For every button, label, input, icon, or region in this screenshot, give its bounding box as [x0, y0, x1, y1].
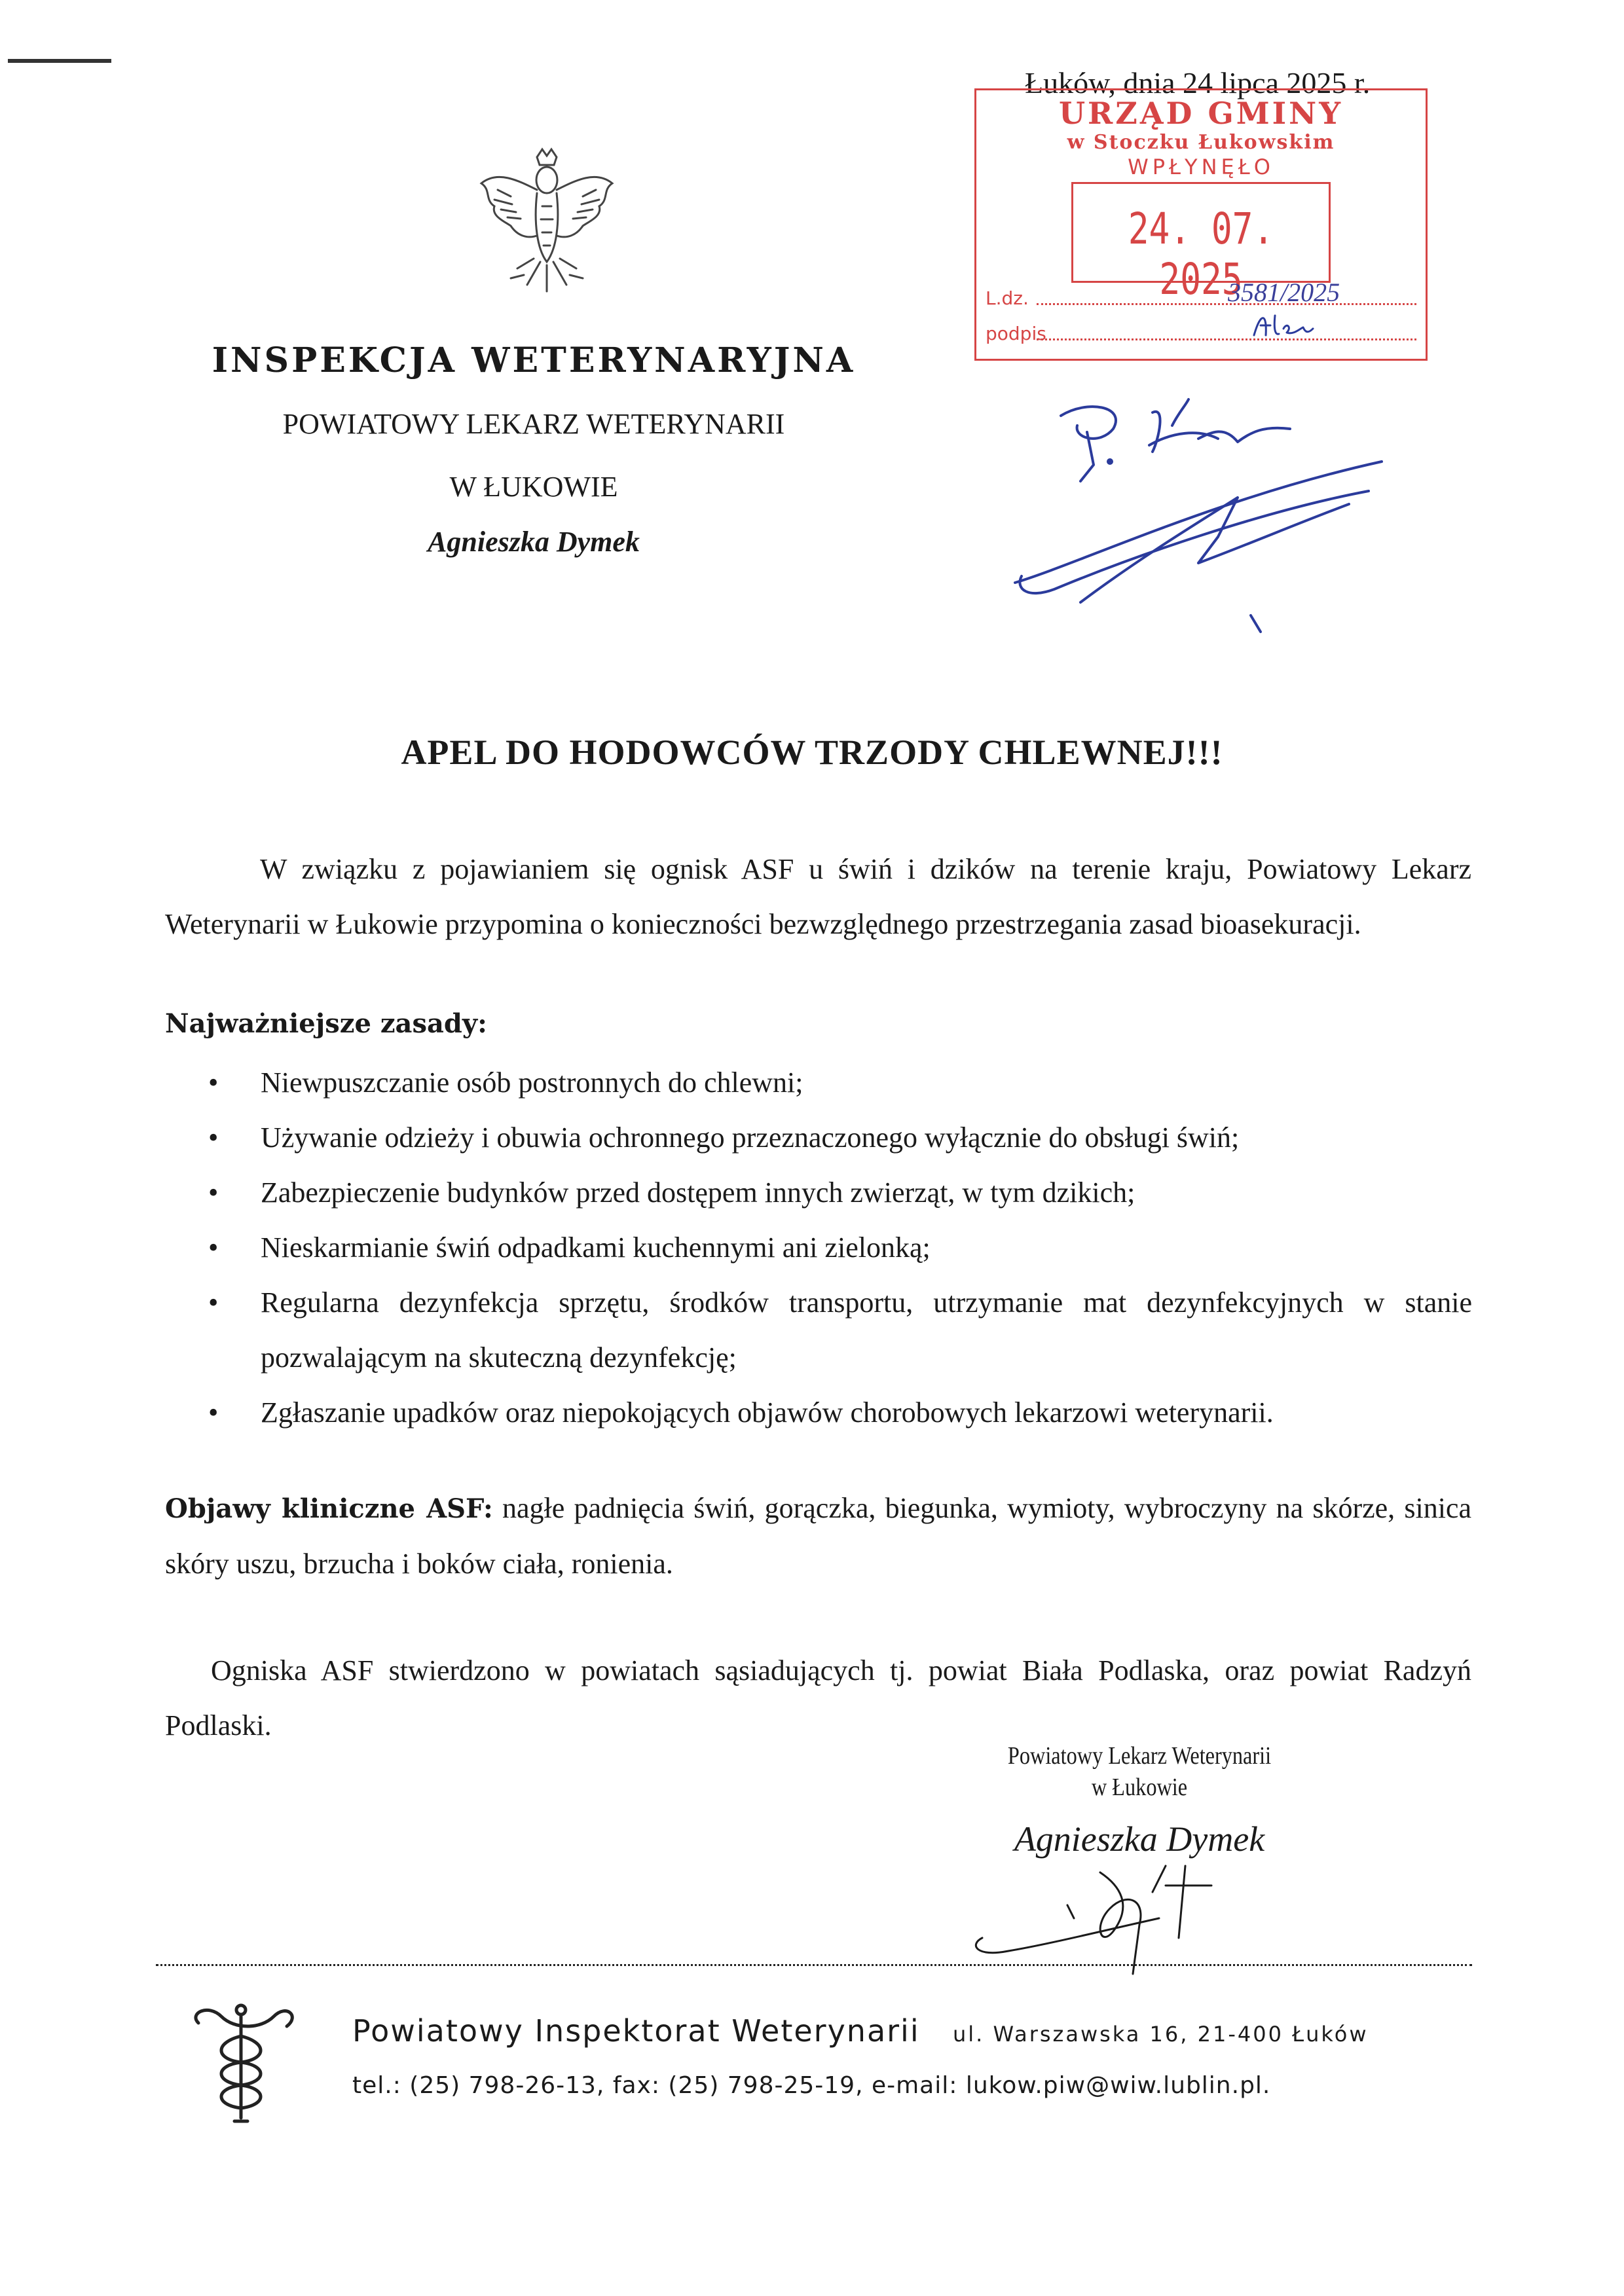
place-date: Łuków, dnia 24 lipca 2025 r. — [1025, 66, 1371, 100]
handwritten-annotation-signature — [1002, 367, 1395, 642]
stamp-ldz-value: 3581/2025 — [1228, 278, 1340, 307]
rule-item: • Nieskarmianie świń odpadkami kuchennymi ani zielonką; — [208, 1220, 1472, 1275]
stamp-initials-signature — [1247, 309, 1320, 342]
handwritten-signature — [969, 1846, 1244, 1977]
signature-stamp — [917, 1741, 1362, 1859]
rule-item: • Zgłaszanie upadków oraz niepokojących objawów chorobowych lekarzowi weterynarii. — [208, 1385, 1472, 1440]
footer-institution: Powiatowy Inspektorat Weterynarii — [352, 2013, 920, 2049]
symptoms-label: Objawy kliniczne ASF: — [165, 1493, 493, 1524]
stamp-date: 24. 07. 2025 — [1128, 204, 1274, 304]
signature-stamp-city: w Łukowie — [1091, 1774, 1188, 1801]
institution-name: INSPEKCJA WETERYNARYJNA — [212, 340, 856, 380]
stamp-received: WPŁYNĘŁO — [1128, 155, 1274, 179]
footer-address: ul. Warszawska 16, 21-400 Łuków — [953, 2022, 1369, 2047]
symptoms-text: nagłe padnięcia świń, gorączka, biegunka, wymioty, wybroczyny na skórze, sinica skóry uszu, brzucha i boków ciała, ronienia. — [165, 1492, 1471, 1580]
outbreaks-paragraph: Ogniska ASF stwierdzono w powiatach sąsiadujących tj. powiat Biała Podlaska, oraz powiat Radzyń Podlaski. — [165, 1654, 1471, 1741]
footer-divider — [156, 1964, 1472, 1966]
stamp-podpis-label: podpis — [986, 323, 1046, 344]
rule-item: • Zabezpieczenie budynków przed dostępem innych zwierząt, w tym dzikich; — [208, 1165, 1472, 1220]
rule-item: • Używanie odzieży i obuwia ochronnego przeznaczonego wyłącznie do obsługi świń; — [208, 1110, 1472, 1165]
rules-list — [208, 1055, 1472, 1440]
received-stamp — [974, 88, 1428, 361]
stamp-podpis-dots — [1037, 338, 1416, 340]
footer-contact: tel.: (25) 798-26-13, fax: (25) 798-25-19, e-mail: lukow.piw@wiw.lublin.pl. — [352, 2072, 1271, 2099]
stamp-title: URZĄD GMINY — [1058, 96, 1344, 131]
stamp-ldz-dots — [1037, 303, 1416, 305]
signature-stamp-name: Agnieszka Dymek — [1014, 1819, 1265, 1859]
symptoms-paragraph — [165, 1481, 1471, 1592]
stamp-ldz-label: L.dz. — [986, 287, 1029, 309]
institution-office: POWIATOWY LEKARZ WETERYNARII — [282, 408, 785, 440]
rule-item: • Niewpuszczanie osób postronnych do chlewni; — [208, 1055, 1472, 1110]
eagle-emblem-icon — [471, 144, 622, 308]
institution-head: Agnieszka Dymek — [428, 526, 640, 558]
signature-stamp-title: Powiatowy Lekarz Weterynarii — [1007, 1742, 1272, 1770]
institution-city: W ŁUKOWIE — [449, 471, 618, 503]
intro-paragraph: W związku z pojawianiem się ognisk ASF u świń i dzików na terenie kraju, Powiatowy Lekarz Weterynarii w Łukowie przypomina o konieczności bezwzględnego przestrzegania zasad bioasekuracji. — [165, 853, 1471, 940]
rules-heading: Najważniejsze zasady: — [165, 1008, 487, 1039]
stamp-ldz-row — [986, 278, 1416, 309]
document-title: APEL DO HODOWCÓW TRZODY CHLEWNEJ!!! — [401, 733, 1223, 772]
caduceus-icon — [175, 1997, 306, 2128]
scan-mark — [8, 59, 111, 63]
rule-item: • Regularna dezynfekcja sprzętu, środków transportu, utrzymanie mat dezynfekcyjnych w stanie pozwalającym na skuteczną dezynfekcję; — [208, 1275, 1472, 1385]
stamp-subtitle: w Stoczku Łukowskim — [1067, 131, 1335, 154]
